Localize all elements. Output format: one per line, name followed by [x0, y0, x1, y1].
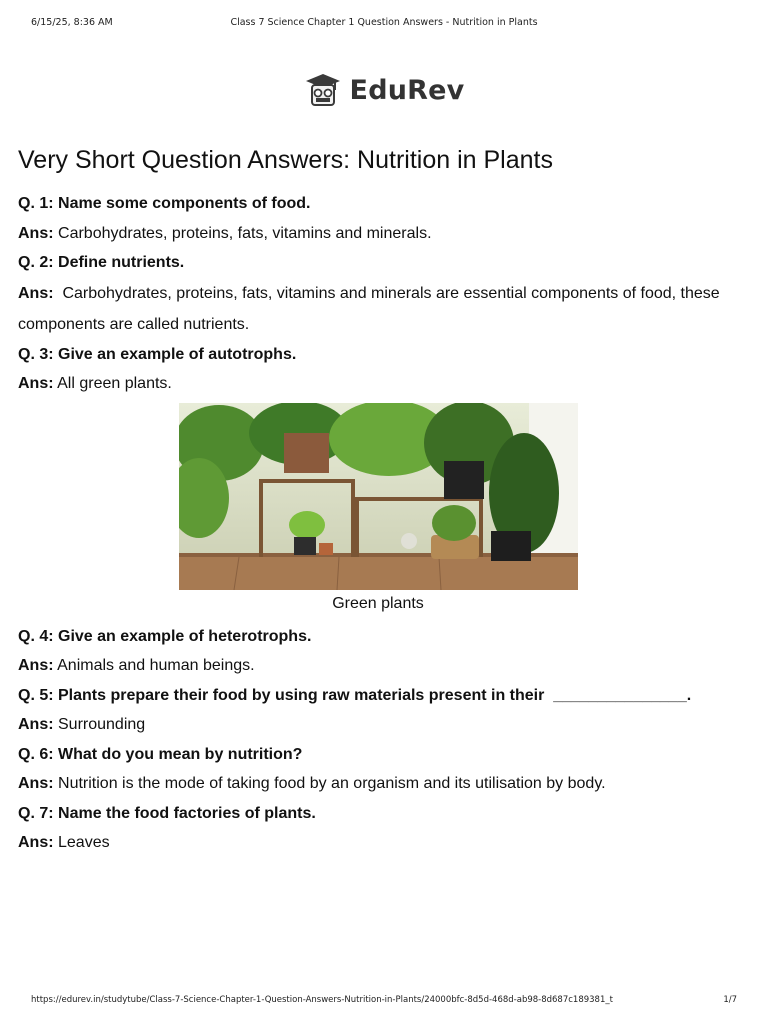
- answer-text: Nutrition is the mode of taking food by an organism and its utilisation by body.: [53, 775, 606, 792]
- answer-7: [18, 828, 738, 858]
- print-footer: [0, 995, 768, 1009]
- answer-label: Ans:: [18, 716, 54, 733]
- page-number: 1/7: [723, 995, 737, 1005]
- answer-label: Ans:: [18, 834, 54, 851]
- figure-caption: Green plants: [332, 594, 424, 612]
- question-6: Q. 6: What do you mean by nutrition?: [18, 745, 303, 763]
- print-page-title: Class 7 Science Chapter 1 Question Answers - Nutrition in Plants: [230, 17, 538, 28]
- answer-text: Carbohydrates, proteins, fats, vitamins and minerals are essential components of food, these components are called nutrients.: [18, 284, 725, 333]
- print-header: [0, 17, 768, 31]
- question-2: Q. 2: Define nutrients.: [18, 254, 185, 271]
- answer-label: Ans:: [18, 775, 54, 792]
- qa-list: [18, 189, 738, 858]
- answer-label: Ans:: [18, 284, 54, 302]
- question-5: Q. 5: Plants prepare their food by using raw materials present in their _______________.: [18, 686, 692, 704]
- graduation-cap-mascot-icon: [304, 72, 342, 108]
- answer-text: Leaves: [53, 834, 110, 851]
- answer-3: [18, 369, 738, 399]
- question-3: Q. 3: Give an example of autotrophs.: [18, 345, 297, 363]
- answer-5: [18, 710, 738, 740]
- answer-text: Animals and human beings.: [53, 657, 255, 674]
- question-4: Q. 4: Give an example of heterotrophs.: [18, 627, 312, 645]
- page-url-link[interactable]: https://edurev.in/studytube/Class-7-Science-Chapter-1-Question-Answers-Nutrition-in-Plants/24000bfc-8d5d-468d-ab98-8d687c189381_t: [31, 995, 613, 1005]
- answer-6: [18, 769, 738, 799]
- answer-text: All green plants.: [53, 375, 172, 392]
- answer-label: Ans:: [18, 657, 54, 674]
- answer-2: [18, 278, 738, 340]
- figure-green-plants: [18, 403, 738, 616]
- green-plants-photo: [179, 403, 578, 590]
- answer-4: [18, 651, 738, 681]
- answer-text: Carbohydrates, proteins, fats, vitamins and minerals.: [53, 224, 432, 242]
- document-content: [18, 143, 738, 858]
- print-datetime: 6/15/25, 8:36 AM: [31, 17, 113, 28]
- answer-1: [18, 219, 738, 249]
- question-1: Q. 1: Name some components of food.: [18, 195, 311, 212]
- section-heading: Very Short Question Answers: Nutrition in Plants: [18, 146, 553, 174]
- answer-text: Surrounding: [53, 716, 146, 733]
- answer-label: Ans:: [18, 224, 54, 242]
- question-7: Q. 7: Name the food factories of plants.: [18, 804, 316, 822]
- edurev-logo[interactable]: [0, 72, 768, 108]
- answer-label: Ans:: [18, 375, 54, 392]
- brand-name: EduRev: [349, 74, 465, 106]
